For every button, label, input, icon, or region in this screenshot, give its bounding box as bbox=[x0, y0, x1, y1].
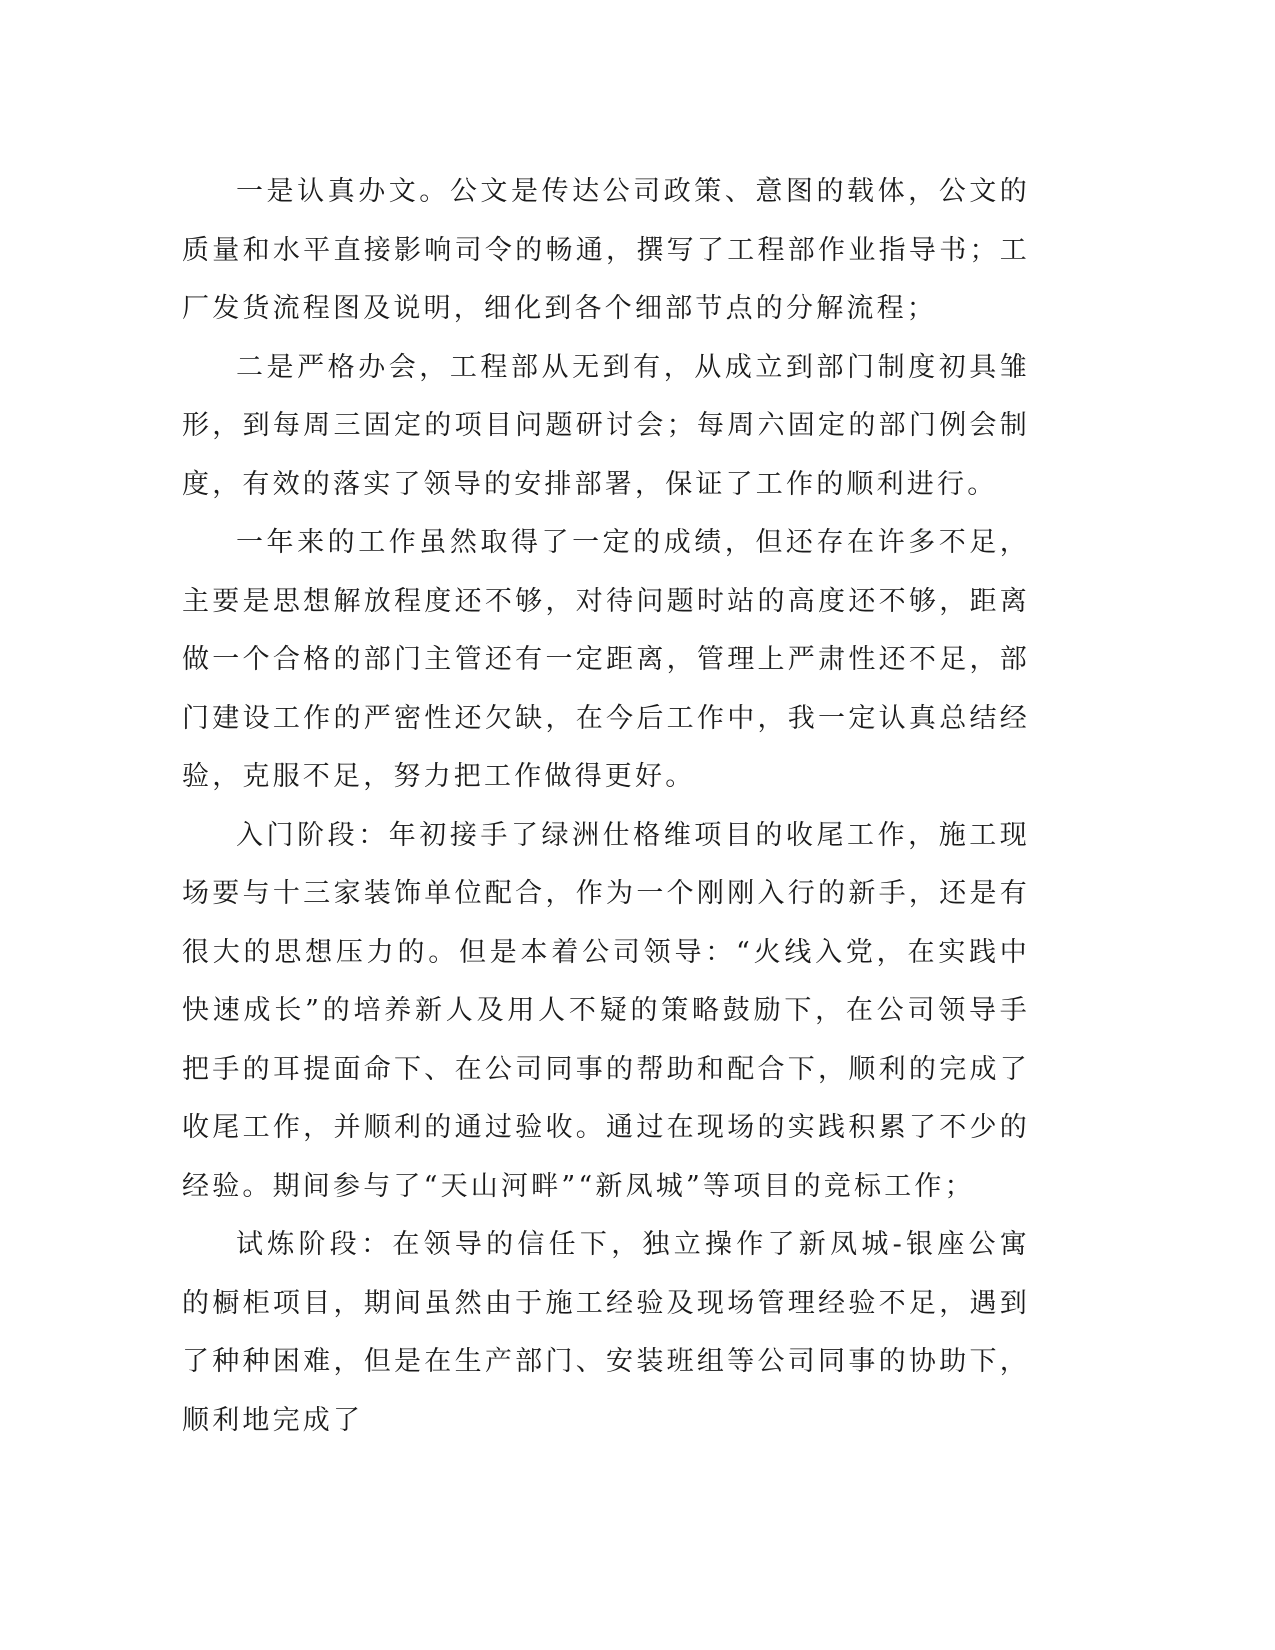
paragraph-meetings: 二是严格办会，工程部从无到有，从成立到部门制度初具雏形，到每周三固定的项目问题研讨会；每周六固定的部门例会制度，有效的落实了领导的安排部署，保证了工作的顺利进行。 bbox=[182, 351, 1030, 500]
paragraph-shortcomings: 一年来的工作虽然取得了一定的成绩，但还存在许多不足，主要是思想解放程度还不够，对待问题时站的高度还不够，距离做一个合格的部门主管还有一定距离，管理上严肃性还不足，部门建设工作的严密性还欠缺，在今后工作中，我一定认真总结经验，克服不足，努力把工作做得更好。 bbox=[182, 527, 1030, 792]
paragraph-entry-stage: 入门阶段：年初接手了绿洲仕格维项目的收尾工作，施工现场要与十三家装饰单位配合，作为一个刚刚入行的新手，还是有很大的思想压力的。但是本着公司领导：“火线入党，在实践中快速成长”的培养新人及用人不疑的策略鼓励下，在公司领导手把手的耳提面命下、在公司同事的帮助和配合下，顺利的完成了收尾工作，并顺利的通过验收。通过在现场的实践积累了不少的经验。期间参与了“天山河畔”“新凤城”等项目的竞标工作； bbox=[182, 819, 1030, 1202]
document-body bbox=[182, 163, 1030, 1450]
paragraph-trial-stage: 试炼阶段：在领导的信任下，独立操作了新凤城-银座公寓的橱柜项目，期间虽然由于施工经验及现场管理经验不足，遇到了种种困难，但是在生产部门、安装班组等公司同事的协助下，顺利地完成了 bbox=[182, 1229, 1030, 1436]
paragraph-official-documents: 一是认真办文。公文是传达公司政策、意图的载体，公文的质量和水平直接影响司令的畅通，撰写了工程部作业指导书；工厂发货流程图及说明，细化到各个细部节点的分解流程； bbox=[182, 176, 1030, 324]
